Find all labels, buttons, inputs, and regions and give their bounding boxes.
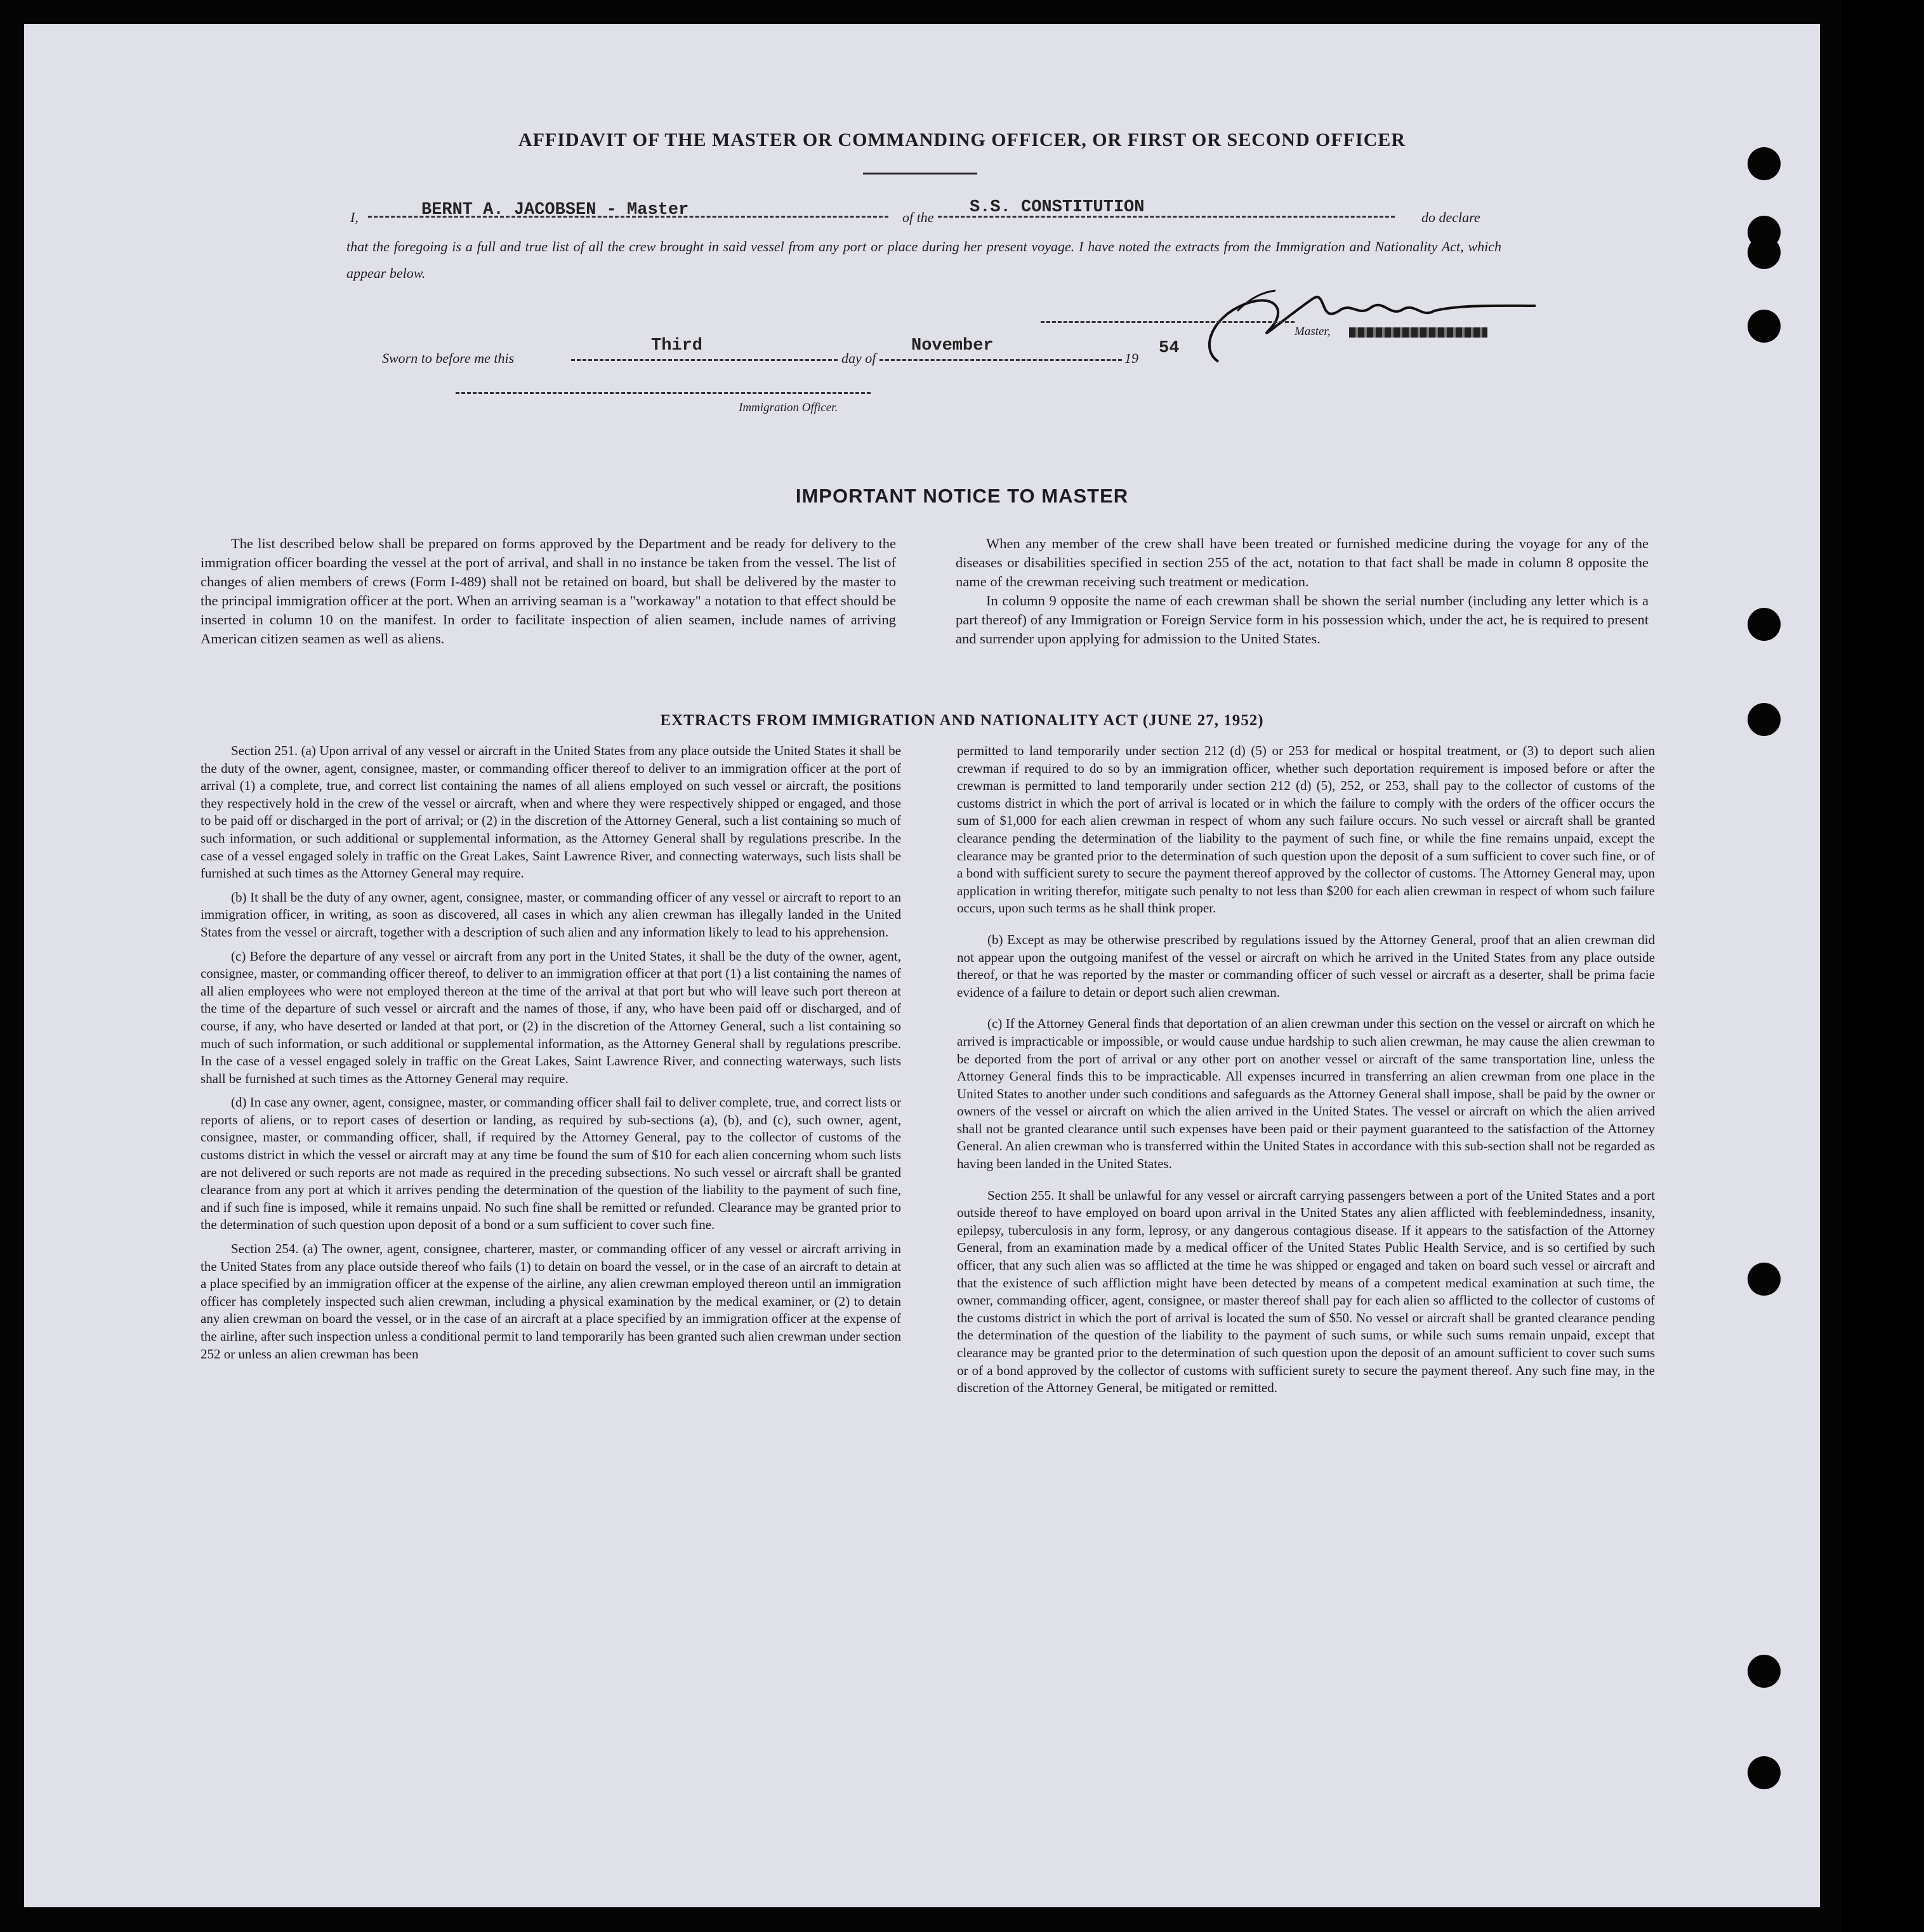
affidavit-title: AFFIDAVIT OF THE MASTER OR COMMANDING OFFICER, OR FIRST OR SECOND OFFICER <box>518 129 1406 150</box>
do-declare-label: do declare <box>1421 209 1480 225</box>
notice-right-paragraph-1: When any member of the crew shall have been treated or furnished medicine during the voyage for any of the diseases or disabilities specified in section 255 of the act, notation to that fact shall be made in column 8 opposite the name of the crewman receiving such treatment or medication. <box>956 536 1649 589</box>
notice-left-paragraph: The list described below shall be prepared on forms approved by the Department and be ready for delivery to the immigration officer boarding the vessel at the port of arrival, and shall in no instance be taken from the vessel. The list of changes of alien members of crews (Form I-489) shall not be retained on board, but shall be delivered by the master to the principal immigration officer at the port. When an arriving seaman is a "workaway" a notation to that effect should be inserted in column 10 on the manifest. In order to facilitate inspection of alien seamen, include names of arriving American citizen seamen as well as aliens. <box>201 536 896 647</box>
immigration-officer-line <box>456 392 871 394</box>
year-prefix: 19 <box>1124 350 1138 366</box>
section-254-a-continued: permitted to land temporarily under section 212 (d) (5) or 253 for medical or hospital treatment, or (3) to deport such alien crewman if required to do so by an immigration officer, whether such deportation requirement is imposed before or after the crewman is permitted to land temporarily under section 212 (d) (5), 252, or 253, shall pay to the collector of customs of the customs district in which the port of arrival is located or in which the failure to comply with the orders of the officer occurs the sum of $1,000 for each alien crewman in respect of whom any such failure occurs. No such vessel or aircraft shall be granted clearance pending the determination of the liability to the payment of such fine, or while the fine remains unpaid, except the clearance may be granted prior to the determination of such question upon the deposit of a sum sufficient to cover such fine, or of a bond with sufficient surety to secure the payment thereof approved by the collector of customs. The Attorney General may, upon application in writing therefor, mitigate such penalty to not less than $200 for each alien crewman in respect of whom such failure occurs, upon such terms as he shall think proper. <box>957 743 1655 916</box>
section-254-a: Section 254. (a) The owner, agent, consignee, charterer, master, or commanding officer of any vessel or aircraft arriving in the United States from any place outside thereof who fails (1) to detain on board the vessel, or in the case of an aircraft to detain at a place specified by an immigration officer at the expense of the airline, any alien crewman employed thereon until an immigration officer has completely inspected such alien crewman, including a physical examination by the medical examiner, or (2) to detain any alien crewman on board the vessel, or in the case of an aircraft at a place specified by an immigration officer at the expense of the airline, after such inspection unless a conditional permit to land temporarily has been granted such alien crewman under section 252 or unless an alien crewman has been <box>201 1241 901 1362</box>
master-signature <box>1193 273 1548 374</box>
extracts-right-column <box>957 742 1655 1397</box>
section-254-c: (c) If the Attorney General finds that deportation of an alien crewman under this section on the vessel or aircraft on which he arrived is impracticable or impossible, or would cause undue hardship to such alien crewman, he may cause the alien crewman to be deported from the port of arrival or any other port on another vessel or aircraft of the same transportation line, unless the Attorney General finds this to be impracticable. All expenses incurred in transferring an alien crewman from one place in the United States to another under such conditions and safeguards as the Attorney General shall impose, shall be paid by the owner or owners of the vessel or aircraft on which the alien arrived in the United States. The vessel or aircraft on which the alien arrived shall not be granted clearance until such expenses have been paid or their payment guaranteed to the satisfaction of the Attorney General. An alien crewman who is transferred within the United States in accordance with this sub-section shall not be regarded as having been landed in the United States. <box>957 1016 1655 1172</box>
immigration-officer-label: Immigration Officer. <box>739 401 838 414</box>
section-251-a: Section 251. (a) Upon arrival of any vessel or aircraft in the United States from any place outside the United States it shall be the duty of the owner, agent, consignee, master, or commanding officer thereof to deliver to an immigration officer at the port of arrival (1) a complete, true, and correct list containing the names of all aliens employed on such vessel or aircraft, the positions they respectively hold in the crew of the vessel or aircraft, when and where they were respectively shipped or engaged, and those to be paid off or discharged in the port of arrival; or (2) in the discretion of the Attorney General, such a list containing so much of such information, or such additional or supplemental information, as the Attorney General shall by regulations prescribe. In the case of a vessel engaged solely in traffic on the Great Lakes, Saint Lawrence River, and connecting waterways, such lists shall be furnished at such times as the Attorney General may require. <box>201 743 901 881</box>
notice-right-column <box>956 534 1649 648</box>
master-title-label: Master, <box>1295 325 1331 338</box>
binder-hole <box>1748 236 1781 269</box>
notice-left-column <box>201 534 896 648</box>
master-name: BERNT A. JACOBSEN - Master <box>421 200 689 220</box>
of-the-label: of the <box>902 209 934 225</box>
struck-title <box>1349 327 1487 338</box>
section-251-d: (d) In case any owner, agent, consignee, master, or commanding officer shall fail to deliver complete, true, and correct lists or reports of aliens, or to report cases of desertion or landing, as required by sub-sections (a), (b), and (c), such owner, agent, consignee, master, or commanding officer, shall, if required by the Attorney General, pay to the collector of customs of the customs district in which the vessel or aircraft may at any time be found the sum of $10 for each alien concerning whom such lists are not delivered or such reports are not made as required in the preceding subsections. No such vessel or aircraft shall be granted clearance from any port at which it arrives pending the determination of the question of the liability to the payment of such fine, and if such fine is imposed, while it remains unpaid. No such fine shall be remitted or refunded. Clearance may be granted prior to the determination of such question upon deposit of a bond or a sum sufficient to cover such fine. <box>201 1094 901 1233</box>
scan-border <box>1842 0 1924 1932</box>
binder-hole <box>1748 147 1781 180</box>
day-line <box>571 359 838 361</box>
day-of-label: day of <box>841 350 876 366</box>
month-line <box>880 359 1122 361</box>
vessel-name: S.S. CONSTITUTION <box>970 198 1145 217</box>
affidavit-statement: that the foregoing is a full and true list of all the crew brought in said vessel from any port or place during her present voyage. I have noted the extracts from the Immigration and Nationality Act, which appear below. <box>346 239 1501 281</box>
notice-right-paragraph-2: In column 9 opposite the name of each crewman shall be shown the serial number (including any letter which is a part thereof) of any Immigration or Foreign Service form in his possession which, under the act, he is required to present and surrender upon applying for admission to the United States. <box>956 593 1649 647</box>
section-255: Section 255. It shall be unlawful for any vessel or aircraft carrying passengers between a port of the United States and a port outside thereof to have employed on board upon arrival in the United States any alien afflicted with feeblemindedness, insanity, epilepsy, tuberculosis in any form, leprosy, or any dangerous contagious disease. If it appears to the satisfaction of the Attorney General, from an examination made by a medical officer of the United States Public Health Service, and is so certified by such officer, that any such alien was so afflicted at the time he was shipped or engaged and taken on board such vessel or aircraft and that the existence of such affliction might have been detected by means of a competent medical examination at such time, the owner, commanding officer, agent, consignee, or master thereof shall pay for each alien so afflicted to the collector of customs of the customs district in which the port of arrival is located the sum of $50. No vessel or aircraft shall be granted clearance pending the determination of the question of the liability to the payment of such sums, or while such sums remain unpaid, except that clearance may be granted prior to the determination of such question upon the deposit of an amount sufficient to cover such sums or of a bond approved by the collector of customs with sufficient surety to secure the payment thereof. Any such fine may, in the discretion of the Attorney General, be mitigated or remitted. <box>957 1187 1655 1396</box>
prefix-i: I, <box>350 209 359 225</box>
binder-hole <box>1748 310 1781 343</box>
signature-line <box>1041 321 1295 323</box>
extracts-title: EXTRACTS FROM IMMIGRATION AND NATIONALITY ACT (JUNE 27, 1952) <box>660 712 1264 729</box>
binder-hole <box>1748 608 1781 641</box>
sworn-month: November <box>911 336 994 355</box>
sworn-day: Third <box>651 336 703 355</box>
year-suffix: 54 <box>1159 339 1180 358</box>
section-254-b: (b) Except as may be otherwise prescribed by regulations issued by the Attorney General, proof that an alien crewman did not appear upon the outgoing manifest of the vessel or aircraft on which he arrived in the United States from any place outside thereof, or that he was reported by the master or commanding officer of such vessel or aircraft as a deserter, shall be prima facie evidence of a failure to detain or deport such alien crewman. <box>957 931 1655 1000</box>
extracts-left-column <box>201 742 901 1363</box>
binder-hole <box>1748 1655 1781 1688</box>
title-underline <box>863 173 977 174</box>
section-251-c: (c) Before the departure of any vessel or aircraft from any port in the United States, it shall be the duty of the owner, agent, consignee, master, or commanding officer thereof, to deliver to an immigration officer at that port (1) a list containing the names of all alien employees who were not employed thereon at the time of the arrival at that port but who will leave such port thereon at the time of the departure of such vessel or aircraft and the names of those, if any, who have been paid off or discharged, and of course, if any, who have deserted or landed at that port, or (2) in the discretion of the Attorney General, such a list containing so much of such information, or such additional or supplemental information, as the Attorney General shall by regulations prescribe. In the case of a vessel engaged solely in traffic on the Great Lakes, Saint Lawrence River, and connecting waterways, such lists shall be furnished at such times as the Attorney General may require. <box>201 948 901 1086</box>
binder-hole <box>1748 1263 1781 1296</box>
sworn-label: Sworn to before me this <box>382 350 515 366</box>
notice-title: IMPORTANT NOTICE TO MASTER <box>795 485 1129 507</box>
binder-hole <box>1748 1756 1781 1789</box>
section-251-b: (b) It shall be the duty of any owner, agent, consignee, master, or commanding officer of any vessel or aircraft to report to an immigration officer, in writing, as soon as discovered, all cases in which any alien crewman has illegally landed in the United States from the vessel or aircraft, together with a description of such alien and any information likely to lead to his apprehension. <box>201 889 901 940</box>
